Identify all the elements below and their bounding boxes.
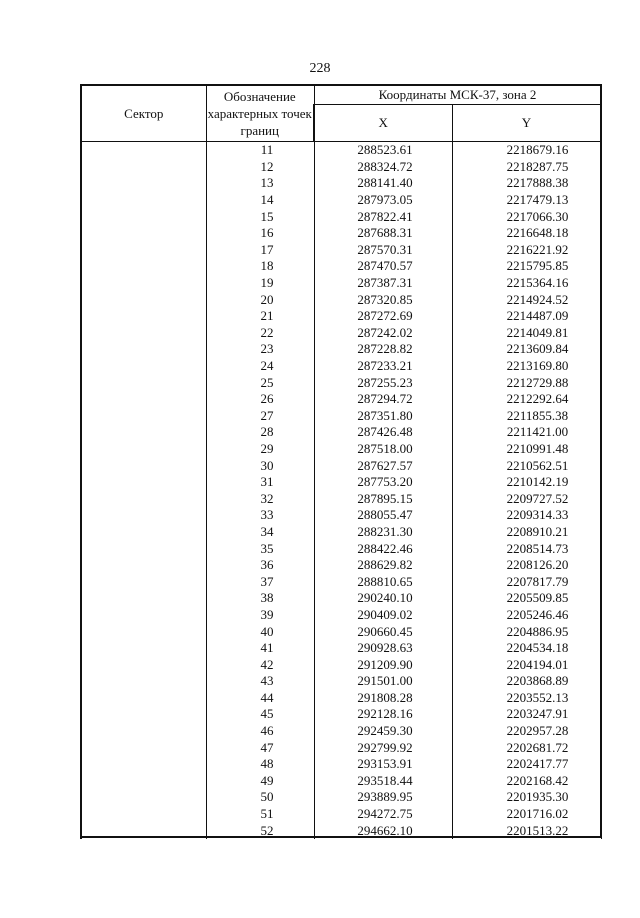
cell-x: 287688.31 (314, 225, 452, 242)
cell-x: 290660.45 (314, 623, 452, 640)
cell-x: 287255.23 (314, 374, 452, 391)
cell-y: 2210991.48 (452, 441, 601, 458)
cell-x: 293518.44 (314, 773, 452, 790)
cell-y: 2212292.64 (452, 391, 601, 408)
cell-sector (81, 242, 206, 259)
cell-point: 48 (206, 756, 314, 773)
cell-x: 292799.92 (314, 739, 452, 756)
cell-x: 287294.72 (314, 391, 452, 408)
cell-sector (81, 408, 206, 425)
cell-point: 35 (206, 540, 314, 557)
cell-sector (81, 275, 206, 292)
cell-y: 2204534.18 (452, 640, 601, 657)
page-number: 228 (309, 61, 331, 76)
cell-x: 288141.40 (314, 175, 452, 192)
table-row (81, 690, 601, 707)
cell-sector (81, 557, 206, 574)
cell-point: 32 (206, 490, 314, 507)
cell-point: 49 (206, 773, 314, 790)
cell-y: 2202168.42 (452, 773, 601, 790)
cell-sector (81, 225, 206, 242)
table-row (81, 640, 601, 657)
cell-y: 2207817.79 (452, 573, 601, 590)
header-point-designation: Обозначение характерных точек границ (206, 85, 314, 142)
cell-y: 2203247.91 (452, 706, 601, 723)
cell-point: 39 (206, 607, 314, 624)
table-row (81, 408, 601, 425)
cell-y: 2204194.01 (452, 656, 601, 673)
cell-y: 2216221.92 (452, 242, 601, 259)
cell-point: 45 (206, 706, 314, 723)
cell-x: 290409.02 (314, 607, 452, 624)
table-row (81, 374, 601, 391)
cell-x: 293153.91 (314, 756, 452, 773)
cell-x: 287753.20 (314, 474, 452, 491)
cell-x: 287518.00 (314, 441, 452, 458)
cell-sector (81, 640, 206, 657)
cell-x: 288422.46 (314, 540, 452, 557)
cell-sector (81, 673, 206, 690)
cell-y: 2205509.85 (452, 590, 601, 607)
table-row (81, 623, 601, 640)
cell-y: 2202957.28 (452, 723, 601, 740)
table-row (81, 358, 601, 375)
table-row (81, 673, 601, 690)
cell-point: 47 (206, 739, 314, 756)
cell-sector (81, 656, 206, 673)
cell-y: 2201513.22 (452, 822, 601, 839)
cell-y: 2209314.33 (452, 507, 601, 524)
cell-point: 31 (206, 474, 314, 491)
cell-x: 291209.90 (314, 656, 452, 673)
cell-sector (81, 308, 206, 325)
cell-sector (81, 358, 206, 375)
cell-sector (81, 457, 206, 474)
cell-sector (81, 690, 206, 707)
cell-x: 287822.41 (314, 208, 452, 225)
cell-x: 287570.31 (314, 242, 452, 259)
table-row (81, 507, 601, 524)
cell-x: 293889.95 (314, 789, 452, 806)
cell-sector (81, 208, 206, 225)
cell-x: 287233.21 (314, 358, 452, 375)
cell-point: 23 (206, 341, 314, 358)
table-row (81, 142, 601, 159)
cell-x: 292128.16 (314, 706, 452, 723)
table-row (81, 590, 601, 607)
cell-x: 290928.63 (314, 640, 452, 657)
cell-point: 43 (206, 673, 314, 690)
table-row (81, 822, 601, 839)
cell-sector (81, 573, 206, 590)
table-row (81, 441, 601, 458)
cell-x: 288055.47 (314, 507, 452, 524)
table-row (81, 175, 601, 192)
table-row (81, 739, 601, 756)
cell-sector (81, 507, 206, 524)
coordinates-table-frame (80, 84, 602, 838)
cell-x: 294272.75 (314, 806, 452, 823)
cell-sector (81, 540, 206, 557)
cell-sector (81, 325, 206, 342)
cell-x: 288523.61 (314, 142, 452, 159)
cell-sector (81, 142, 206, 159)
cell-sector (81, 756, 206, 773)
cell-y: 2218679.16 (452, 142, 601, 159)
table-body (81, 142, 601, 839)
cell-sector (81, 192, 206, 209)
cell-x: 288231.30 (314, 524, 452, 541)
cell-point: 15 (206, 208, 314, 225)
table-header (81, 85, 601, 142)
table-row (81, 557, 601, 574)
cell-sector (81, 607, 206, 624)
cell-point: 14 (206, 192, 314, 209)
cell-y: 2212729.88 (452, 374, 601, 391)
coordinates-table (80, 84, 602, 839)
cell-point: 16 (206, 225, 314, 242)
cell-sector (81, 391, 206, 408)
cell-point: 26 (206, 391, 314, 408)
table-row (81, 308, 601, 325)
cell-sector (81, 291, 206, 308)
cell-point: 29 (206, 441, 314, 458)
cell-y: 2203868.89 (452, 673, 601, 690)
table-row (81, 656, 601, 673)
table-row (81, 275, 601, 292)
table-row (81, 756, 601, 773)
cell-sector (81, 524, 206, 541)
cell-sector (81, 590, 206, 607)
cell-x: 287973.05 (314, 192, 452, 209)
cell-sector (81, 773, 206, 790)
cell-point: 37 (206, 573, 314, 590)
table-row (81, 325, 601, 342)
cell-y: 2209727.52 (452, 490, 601, 507)
cell-y: 2214924.52 (452, 291, 601, 308)
cell-point: 20 (206, 291, 314, 308)
cell-y: 2211855.38 (452, 408, 601, 425)
cell-x: 287895.15 (314, 490, 452, 507)
cell-sector (81, 341, 206, 358)
cell-sector (81, 623, 206, 640)
table-row (81, 391, 601, 408)
table-row (81, 490, 601, 507)
table-row (81, 225, 601, 242)
table-row (81, 540, 601, 557)
cell-x: 287272.69 (314, 308, 452, 325)
cell-point: 12 (206, 159, 314, 176)
cell-y: 2215795.85 (452, 258, 601, 275)
table-row (81, 524, 601, 541)
cell-point: 34 (206, 524, 314, 541)
cell-x: 287351.80 (314, 408, 452, 425)
cell-sector (81, 739, 206, 756)
cell-x: 291501.00 (314, 673, 452, 690)
cell-point: 40 (206, 623, 314, 640)
cell-sector (81, 474, 206, 491)
cell-point: 41 (206, 640, 314, 657)
cell-y: 2202681.72 (452, 739, 601, 756)
table-row (81, 723, 601, 740)
cell-x: 287387.31 (314, 275, 452, 292)
cell-sector (81, 806, 206, 823)
table-row (81, 242, 601, 259)
cell-x: 287470.57 (314, 258, 452, 275)
cell-sector (81, 441, 206, 458)
cell-y: 2211421.00 (452, 424, 601, 441)
table-row (81, 192, 601, 209)
cell-y: 2208910.21 (452, 524, 601, 541)
table-row (81, 159, 601, 176)
cell-point: 18 (206, 258, 314, 275)
cell-x: 288629.82 (314, 557, 452, 574)
cell-point: 27 (206, 408, 314, 425)
cell-sector (81, 789, 206, 806)
cell-point: 52 (206, 822, 314, 839)
cell-sector (81, 490, 206, 507)
cell-x: 288324.72 (314, 159, 452, 176)
header-sector: Сектор (81, 85, 206, 142)
table-row (81, 474, 601, 491)
cell-y: 2210142.19 (452, 474, 601, 491)
table-row (81, 291, 601, 308)
cell-point: 46 (206, 723, 314, 740)
cell-y: 2203552.13 (452, 690, 601, 707)
header-coordinates-group: Координаты МСК-37, зона 2 (314, 85, 601, 105)
cell-y: 2214487.09 (452, 308, 601, 325)
header-x: X (314, 105, 452, 142)
cell-x: 288810.65 (314, 573, 452, 590)
cell-point: 44 (206, 690, 314, 707)
table-row (81, 607, 601, 624)
cell-x: 291808.28 (314, 690, 452, 707)
cell-y: 2214049.81 (452, 325, 601, 342)
table-row (81, 208, 601, 225)
cell-point: 21 (206, 308, 314, 325)
table-row (81, 341, 601, 358)
cell-y: 2218287.75 (452, 159, 601, 176)
cell-point: 38 (206, 590, 314, 607)
cell-point: 42 (206, 656, 314, 673)
table-row (81, 457, 601, 474)
table-row (81, 424, 601, 441)
table-row (81, 789, 601, 806)
cell-point: 28 (206, 424, 314, 441)
cell-point: 50 (206, 789, 314, 806)
cell-point: 36 (206, 557, 314, 574)
cell-y: 2215364.16 (452, 275, 601, 292)
cell-y: 2204886.95 (452, 623, 601, 640)
table-row (81, 573, 601, 590)
cell-y: 2210562.51 (452, 457, 601, 474)
cell-point: 17 (206, 242, 314, 259)
cell-sector (81, 424, 206, 441)
cell-point: 22 (206, 325, 314, 342)
cell-sector (81, 706, 206, 723)
cell-point: 13 (206, 175, 314, 192)
table-row (81, 806, 601, 823)
cell-point: 51 (206, 806, 314, 823)
cell-sector (81, 175, 206, 192)
table-row (81, 773, 601, 790)
cell-point: 24 (206, 358, 314, 375)
cell-y: 2217066.30 (452, 208, 601, 225)
table-row (81, 258, 601, 275)
cell-sector (81, 822, 206, 839)
cell-y: 2216648.18 (452, 225, 601, 242)
cell-y: 2217479.13 (452, 192, 601, 209)
cell-point: 30 (206, 457, 314, 474)
cell-y: 2213169.80 (452, 358, 601, 375)
cell-sector (81, 159, 206, 176)
cell-sector (81, 374, 206, 391)
cell-point: 33 (206, 507, 314, 524)
cell-y: 2202417.77 (452, 756, 601, 773)
cell-point: 11 (206, 142, 314, 159)
cell-x: 287228.82 (314, 341, 452, 358)
cell-y: 2208126.20 (452, 557, 601, 574)
cell-sector (81, 723, 206, 740)
cell-x: 287627.57 (314, 457, 452, 474)
cell-x: 287242.02 (314, 325, 452, 342)
cell-y: 2201935.30 (452, 789, 601, 806)
cell-x: 290240.10 (314, 590, 452, 607)
cell-x: 292459.30 (314, 723, 452, 740)
cell-point: 19 (206, 275, 314, 292)
cell-sector (81, 258, 206, 275)
table-row (81, 706, 601, 723)
cell-y: 2208514.73 (452, 540, 601, 557)
cell-x: 294662.10 (314, 822, 452, 839)
header-y: Y (452, 105, 601, 142)
cell-y: 2213609.84 (452, 341, 601, 358)
cell-y: 2201716.02 (452, 806, 601, 823)
cell-y: 2205246.46 (452, 607, 601, 624)
cell-x: 287320.85 (314, 291, 452, 308)
cell-y: 2217888.38 (452, 175, 601, 192)
cell-point: 25 (206, 374, 314, 391)
cell-x: 287426.48 (314, 424, 452, 441)
